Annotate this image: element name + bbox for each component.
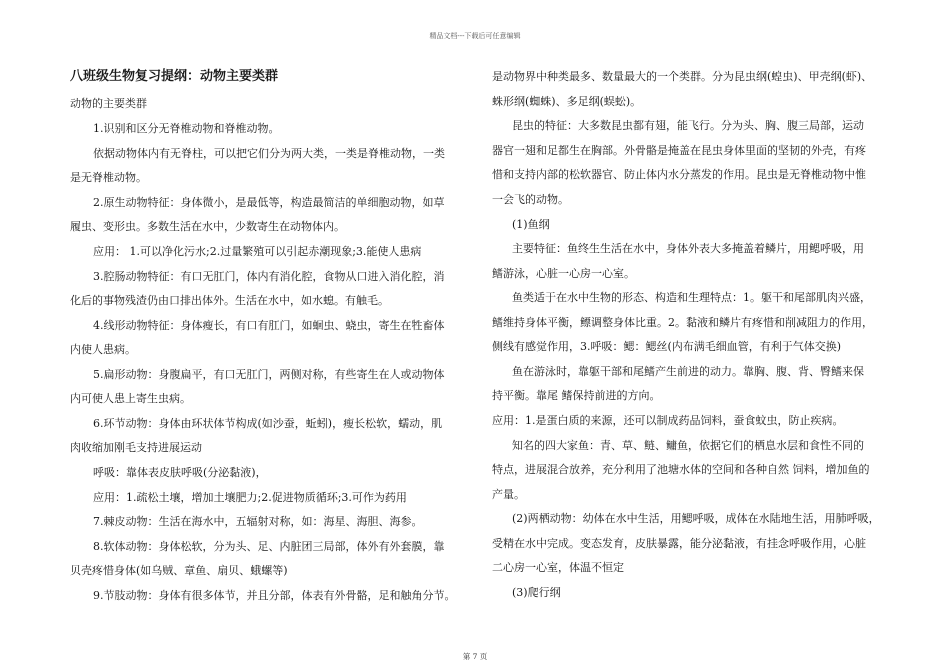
- paragraph-line: 履虫、变形虫。多数生活在水中，少数寄生在动物体内。: [70, 220, 345, 233]
- paragraph-line: 是无脊椎动物。: [70, 171, 147, 184]
- section-heading-reptiles: (3)爬行纲: [512, 586, 561, 599]
- paragraph-line: 9.节肢动物：身体有很多体节，并且分部，体表有外骨骼，足和触角分节。: [93, 589, 456, 602]
- paragraph-line: 特点，进展混合放养，充分利用了池塘水体的空间和各种自然 饲料，增加鱼的: [492, 463, 870, 476]
- paragraph-line: 蛛形纲(蜘蛛)、多足纲(蜈蚣)。: [492, 95, 642, 108]
- page-footer: 第 7 页: [462, 652, 488, 661]
- paragraph-line: 3.腔肠动物特征：有口无肛门，体内有消化腔，食物从口进入消化腔，消: [93, 270, 445, 283]
- paragraph-line: 鳍维持身体平衡，鳔调整身体比重。2。黏液和鳞片有疼惜和削减阻力的作用，: [492, 316, 873, 329]
- paragraph-line: 应用： 1.可以净化污水;2.过量繁殖可以引起赤潮现象;3.能使人患病: [93, 245, 422, 258]
- paragraph-line: 8.软体动物：身体松软，分为头、足、内脏团三局部，体外有外套膜，靠: [93, 540, 445, 553]
- paragraph-line: 内可使人患上寄生虫病。: [70, 392, 191, 405]
- paragraph-line: 受精在水中完成。变态发育，皮肤暴露，能分泌黏液，有挂念呼吸作用，心脏: [492, 537, 866, 550]
- paragraph-line: 鱼类适于在水中生物的形态、构造和生理特点：1。躯干和尾部肌肉兴盛，: [512, 291, 871, 304]
- paragraph-line: 应用：1.疏松土壤，增加土壤肥力;2.促进物质循环;3.可作为药用: [93, 491, 407, 504]
- paragraph-line: 肉收缩加刚毛支持进展运动: [70, 441, 202, 454]
- paragraph-line: 知名的四大家鱼：青、草、鲢、鳙鱼，依据它们的栖息水层和食性不同的: [512, 439, 864, 452]
- paragraph-line: 4.线形动物特征：身体瘦长，有口有肛门，如蛔虫、蛲虫，寄生在牲畜体: [93, 319, 445, 332]
- paragraph-line: 鱼在游泳时，靠躯干部和尾鳍产生前进的动力。靠胸、腹、背、臀鳍来保: [512, 365, 864, 378]
- paragraph-line: 呼吸：靠体表皮肤呼吸(分泌黏液)，: [93, 466, 267, 479]
- paragraph-line: 1.识别和区分无脊椎动物和脊椎动物。: [93, 122, 280, 135]
- paragraph-line: 持平衡。靠尾 鳍保持前进的方向。: [492, 389, 661, 402]
- paragraph-line: 2.原生动物特征：身体微小，是最低等，构造最简洁的单细胞动物，如草: [93, 196, 445, 209]
- paragraph-line: 产量。: [492, 488, 525, 501]
- paragraph-line: 贝壳疼惜身体(如乌贼、章鱼、扇贝、蛾螺等): [70, 564, 288, 577]
- page-header: 精品文档---下载后可任意编辑: [429, 32, 521, 40]
- paragraph-line: 应用：1.是蛋白质的来源，还可以制成药品饲料，蚕食蚊虫，防止疾病。: [492, 414, 844, 427]
- document-title: 八班级生物复习提纲：动物主要类群: [70, 69, 279, 84]
- paragraph-line: 一会飞的动物。: [492, 193, 569, 206]
- paragraph-line: 惜和支持内部的松软器官、防止体内水分蒸发的作用。昆虫是无脊椎动物中惟: [492, 168, 866, 181]
- paragraph-line: 是动物界中种类最多、数量最大的一个类群。分为昆虫纲(蝗虫)、甲壳纲(虾)、: [492, 70, 873, 83]
- paragraph-line: 化后的事物残渣仍由口排出体外。生活在水中，如水螅。有触毛。: [70, 294, 389, 307]
- paragraph-line: 器官一翅和足都生在胸部。外骨骼是掩盖在昆虫身体里面的坚韧的外壳，有疼: [492, 144, 866, 157]
- paragraph-line: 昆虫的特征：大多数昆虫都有翅，能飞行。分为头、胸、腹三局部，运动: [512, 119, 864, 132]
- paragraph-line: 5.扁形动物：身腹扁平，有口无肛门，两侧对称，有些寄生在人或动物体: [93, 368, 445, 381]
- paragraph-line: 鳍游泳，心脏一心房一心室。: [492, 267, 635, 280]
- section-heading-fish: (1)鱼纲: [512, 218, 550, 231]
- paragraph-line: 依据动物体内有无脊柱，可以把它们分为两大类，一类是脊椎动物，一类: [93, 147, 445, 160]
- paragraph-line: 主要特征：鱼终生生活在水中，身体外表大多掩盖着鳞片，用鳃呼吸，用: [512, 242, 864, 255]
- paragraph-line: 6.环节动物：身体由环状体节构成(如沙蚕，蚯蚓)，瘦长松软，蠕动，肌: [93, 417, 443, 430]
- paragraph-line: 侧线有感觉作用，3.呼吸：鳃：鳃丝(内布满毛细血管，有利于气体交换): [492, 340, 842, 353]
- paragraph-line: 内使人患病。: [70, 343, 136, 356]
- paragraph-line: 二心房一心室，体温不恒定: [492, 561, 624, 574]
- paragraph-line: 7.棘皮动物：生活在海水中，五辐射对称，如：海星、海胆、海参。: [93, 515, 423, 528]
- section-heading-amphibians: (2)两栖动物：幼体在水中生活，用鳃呼吸，成体在水陆地生活，用肺呼吸，: [512, 512, 880, 525]
- paragraph-line: 动物的主要类群: [70, 97, 147, 110]
